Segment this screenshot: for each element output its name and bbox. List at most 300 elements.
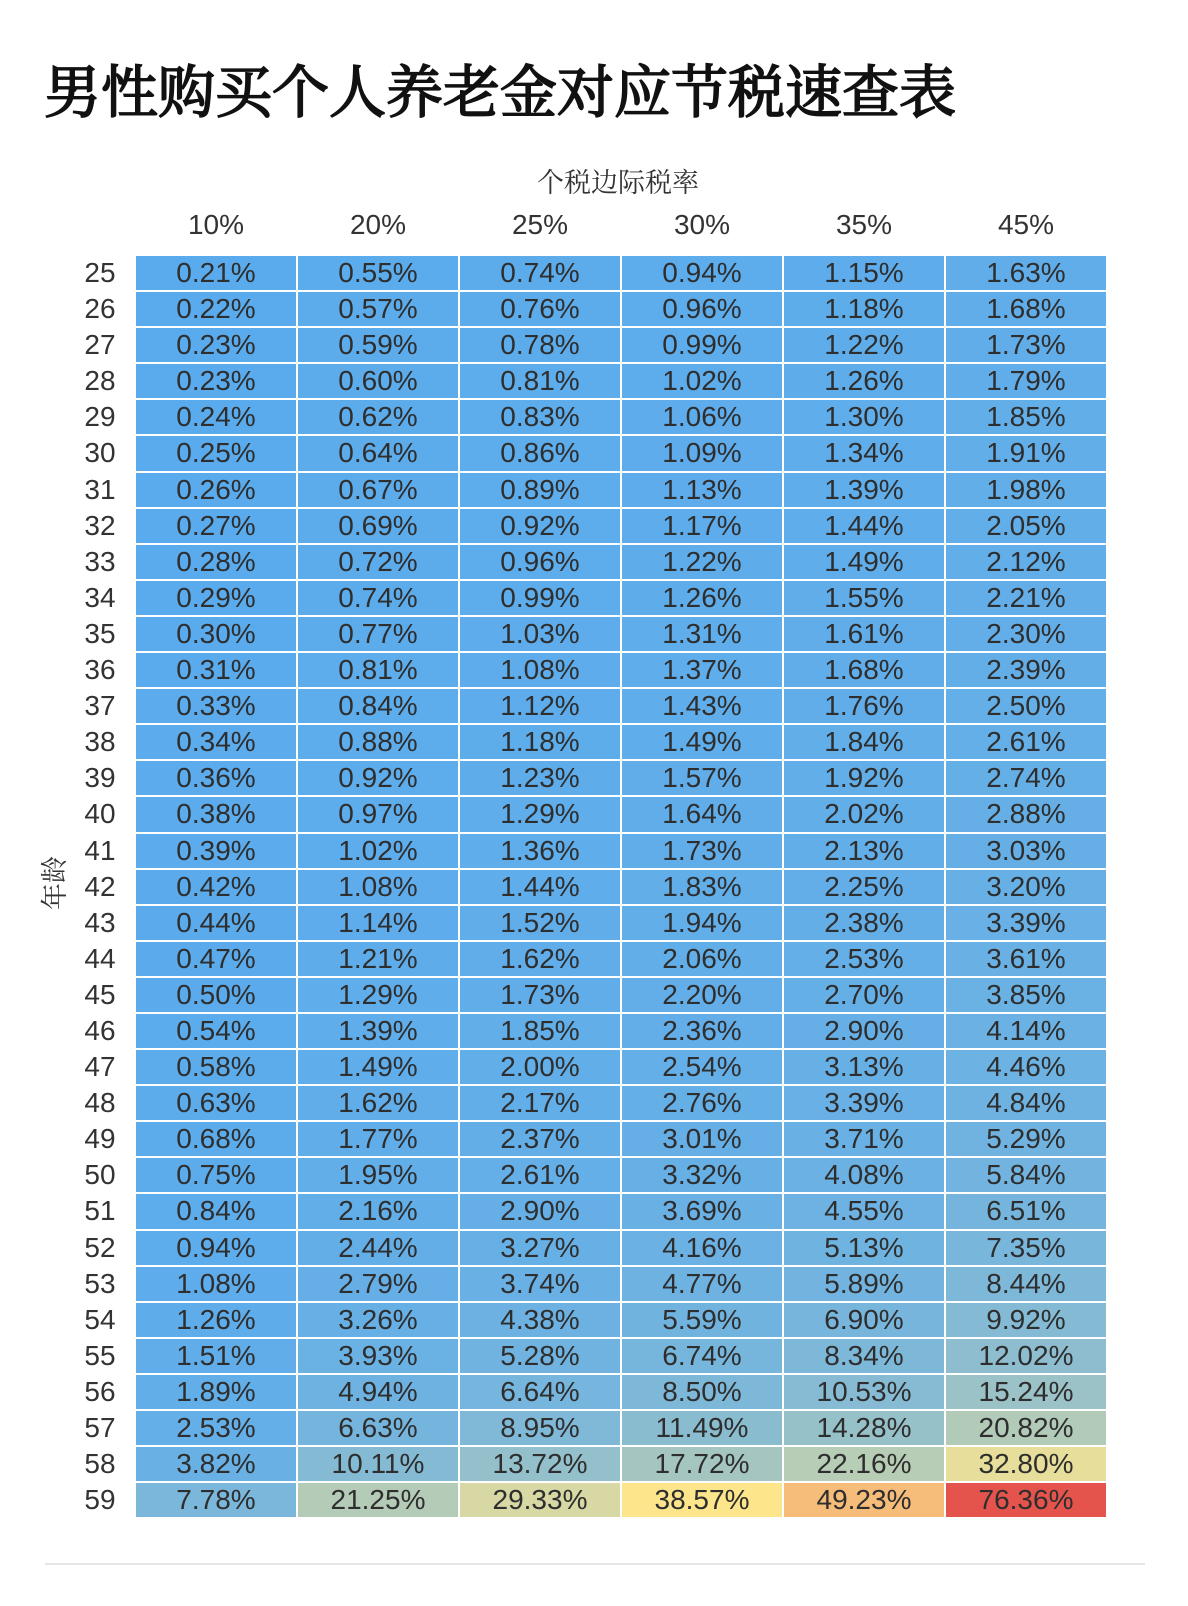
cell-value: 0.89: [500, 473, 555, 505]
cell-unit: %: [392, 978, 418, 1010]
cell-value: 1.55: [824, 581, 879, 613]
heatmap-cell: [621, 941, 783, 977]
cell-value: 3.13: [824, 1051, 879, 1083]
row-label: 37: [84, 690, 116, 722]
cell-value: 0.24: [176, 401, 231, 433]
column-label: 45%: [997, 209, 1055, 240]
cell-unit: %: [554, 798, 580, 830]
heatmap-cell: [783, 724, 945, 760]
cell-value: 1.15: [824, 257, 879, 288]
cell-value: 2.21: [986, 581, 1041, 613]
cell-value: 29.33: [492, 1484, 563, 1516]
cell-unit: %: [230, 1123, 256, 1155]
cell-value: 1.68: [986, 293, 1041, 325]
cell-value: 21.25: [330, 1484, 401, 1516]
cell-unit: %: [230, 1014, 256, 1046]
heatmap-cell: [297, 580, 459, 616]
heatmap-cell: [621, 1410, 783, 1446]
heatmap-cell: [135, 508, 297, 544]
cell-unit: %: [1048, 1375, 1074, 1407]
heatmap-cell: [297, 1410, 459, 1446]
cell-value: 1.43: [662, 690, 717, 722]
cell-value: 38.57: [654, 1484, 725, 1516]
cell-value: 2.36: [662, 1014, 717, 1046]
cell-unit: %: [716, 545, 742, 577]
heatmap-cell: [783, 1446, 945, 1482]
cell-value: 2.53: [176, 1412, 231, 1443]
cell-unit: %: [1040, 1267, 1066, 1299]
row-label: 30: [84, 437, 116, 469]
heatmap-cell: [459, 1302, 621, 1338]
cell-value: 1.30: [824, 401, 879, 433]
row-label: 54: [84, 1303, 116, 1335]
cell-unit: %: [392, 654, 418, 686]
heatmap-cell: [297, 363, 459, 399]
cell-value: 1.95: [338, 1159, 393, 1191]
heatmap-cell: [945, 905, 1107, 941]
cell-unit: %: [716, 365, 742, 397]
cell-unit: %: [716, 1051, 742, 1083]
cell-unit: %: [1048, 1412, 1074, 1443]
heatmap-cell: [297, 616, 459, 652]
heatmap-cell: [459, 508, 621, 544]
cell-unit: %: [1040, 329, 1066, 361]
cell-unit: %: [554, 978, 580, 1010]
heatmap-cell: [135, 544, 297, 580]
cell-unit: %: [554, 1303, 580, 1335]
heatmap-cell: [459, 1157, 621, 1193]
column-label: 30%: [673, 209, 731, 240]
heatmap-cell: [945, 1049, 1107, 1085]
cell-value: 1.31: [662, 617, 717, 649]
cell-value: 0.94: [176, 1231, 231, 1263]
cell-value: 1.98: [986, 473, 1041, 505]
heatmap-cell: [945, 869, 1107, 905]
cell-value: 2.44: [338, 1231, 393, 1263]
cell-unit: %: [716, 978, 742, 1010]
heatmap-cell: [945, 1157, 1107, 1193]
heatmap-cell: [621, 1085, 783, 1121]
column-header-row: [135, 207, 1107, 243]
cell-unit: %: [230, 798, 256, 830]
cell-unit: %: [392, 834, 418, 866]
cell-value: 7.35: [986, 1231, 1041, 1263]
cell-unit: %: [878, 365, 904, 397]
row-label: 53: [84, 1267, 116, 1299]
cell-unit: %: [554, 473, 580, 505]
cell-value: 2.38: [824, 906, 879, 938]
heatmap-cell: [459, 905, 621, 941]
cell-value: 1.26: [662, 581, 717, 613]
heatmap-cell: [621, 905, 783, 941]
heatmap-cell: [945, 255, 1107, 291]
heatmap-cell: [945, 652, 1107, 688]
cell-unit: %: [716, 257, 742, 288]
heatmap-cell: [135, 1410, 297, 1446]
cell-unit: %: [392, 365, 418, 397]
heatmap-cell: [783, 1157, 945, 1193]
heatmap-grid: [135, 255, 1107, 1518]
cell-unit: %: [230, 1303, 256, 1335]
cell-value: 3.82: [176, 1448, 231, 1480]
cell-unit: %: [716, 509, 742, 541]
cell-value: 1.18: [824, 293, 879, 325]
cell-value: 0.92: [500, 509, 555, 541]
heatmap-cell: [783, 652, 945, 688]
cell-unit: %: [1040, 1303, 1066, 1335]
cell-value: 10.11: [331, 1448, 400, 1480]
heatmap-cell: [621, 1446, 783, 1482]
cell-value: 0.68: [176, 1123, 231, 1155]
heatmap-cell: [135, 652, 297, 688]
heatmap-cell: [459, 652, 621, 688]
cell-unit: %: [1040, 798, 1066, 830]
cell-value: 4.14: [986, 1014, 1041, 1046]
heatmap-cell: [459, 1230, 621, 1266]
cell-unit: %: [392, 617, 418, 649]
cell-value: 17.72: [654, 1448, 725, 1480]
heatmap-cell: [459, 544, 621, 580]
heatmap-cell: [945, 1302, 1107, 1338]
heatmap-cell: [459, 580, 621, 616]
heatmap-cell: [297, 760, 459, 796]
heatmap-cell: [135, 1157, 297, 1193]
heatmap-cell: [945, 580, 1107, 616]
cell-value: 3.39: [824, 1087, 879, 1119]
heatmap-cell: [459, 869, 621, 905]
row-label: 44: [84, 942, 116, 974]
cell-value: 0.69: [338, 509, 393, 541]
row-label: 27: [84, 329, 116, 361]
cell-value: 22.16: [816, 1448, 887, 1480]
heatmap-cell: [945, 1482, 1107, 1518]
cell-unit: %: [716, 798, 742, 830]
heatmap-cell: [783, 435, 945, 471]
heatmap-cell: [783, 1013, 945, 1049]
cell-unit: %: [392, 1014, 418, 1046]
heatmap-cell: [135, 363, 297, 399]
heatmap-cell: [135, 833, 297, 869]
heatmap-cell: [135, 905, 297, 941]
cell-value: 0.34: [176, 726, 231, 758]
cell-unit: %: [554, 1087, 580, 1119]
cell-unit: %: [392, 293, 418, 325]
cell-unit: %: [554, 1123, 580, 1155]
heatmap-cell: [297, 435, 459, 471]
heatmap-cell: [297, 544, 459, 580]
cell-unit: %: [400, 1484, 426, 1516]
cell-value: 4.38: [500, 1303, 555, 1335]
cell-unit: %: [716, 293, 742, 325]
cell-unit: %: [1040, 1123, 1066, 1155]
cell-value: 0.26: [176, 473, 231, 505]
heatmap-cell: [459, 941, 621, 977]
cell-unit: %: [230, 654, 256, 686]
heatmap-cell: [783, 796, 945, 832]
cell-unit: %: [554, 617, 580, 649]
cell-unit: %: [1048, 1339, 1074, 1371]
cell-value: 9.92: [986, 1303, 1041, 1335]
cell-value: 8.95: [500, 1412, 555, 1443]
cell-value: 20.82: [978, 1412, 1049, 1443]
heatmap-cell: [783, 1338, 945, 1374]
heatmap-cell: [783, 1302, 945, 1338]
heatmap-cell: [297, 1193, 459, 1229]
cell-value: 0.30: [176, 617, 231, 649]
cell-unit: %: [1040, 293, 1066, 325]
cell-value: 1.36: [500, 834, 555, 866]
cell-value: 1.08: [500, 654, 555, 686]
cell-unit: %: [1040, 942, 1066, 974]
cell-value: 6.64: [500, 1375, 555, 1407]
row-label: 33: [84, 545, 116, 577]
cell-unit: %: [716, 473, 742, 505]
heatmap-cell: [945, 327, 1107, 363]
cell-value: 5.59: [662, 1303, 717, 1335]
cell-value: 1.12: [500, 690, 555, 722]
cell-value: 1.61: [824, 617, 879, 649]
heatmap-cell: [783, 327, 945, 363]
cell-unit: %: [554, 942, 580, 974]
row-label: 59: [84, 1484, 116, 1516]
cell-unit: %: [392, 798, 418, 830]
cell-unit: %: [878, 581, 904, 613]
heatmap-cell: [621, 869, 783, 905]
cell-unit: %: [230, 1195, 256, 1227]
cell-value: 0.28: [176, 545, 231, 577]
heatmap-cell: [783, 255, 945, 291]
cell-unit: %: [886, 1412, 912, 1443]
cell-unit: %: [554, 1159, 580, 1191]
cell-unit: %: [878, 437, 904, 469]
heatmap-cell: [297, 1266, 459, 1302]
cell-value: 8.44: [986, 1267, 1041, 1299]
column-label: 25%: [511, 209, 569, 240]
cell-value: 15.24: [978, 1375, 1049, 1407]
heatmap-cell: [945, 1374, 1107, 1410]
heatmap-cell: [297, 291, 459, 327]
row-label-column: [65, 255, 135, 1518]
row-label: 29: [84, 401, 116, 433]
heatmap-cell: [135, 580, 297, 616]
heatmap-cell: [135, 869, 297, 905]
heatmap-cell: [621, 688, 783, 724]
cell-value: 0.31: [176, 654, 231, 686]
heatmap-cell: [621, 435, 783, 471]
cell-unit: %: [878, 942, 904, 974]
heatmap-cell: [621, 1482, 783, 1518]
cell-value: 0.36: [176, 762, 231, 794]
cell-value: 2.17: [500, 1087, 555, 1119]
cell-value: 0.77: [338, 617, 393, 649]
cell-unit: %: [878, 1195, 904, 1227]
cell-value: 3.03: [986, 834, 1041, 866]
heatmap-cell: [621, 363, 783, 399]
cell-unit: %: [878, 762, 904, 794]
heatmap-cell: [135, 327, 297, 363]
cell-unit: %: [716, 942, 742, 974]
cell-value: 2.74: [986, 762, 1041, 794]
cell-unit: %: [878, 978, 904, 1010]
cell-value: 1.79: [986, 365, 1041, 397]
cell-value: 0.99: [500, 581, 555, 613]
heatmap-cell: [459, 833, 621, 869]
heatmap-cell: [945, 833, 1107, 869]
cell-value: 1.37: [662, 654, 717, 686]
row-label: 57: [84, 1412, 116, 1443]
cell-value: 3.27: [500, 1231, 555, 1263]
cell-value: 3.39: [986, 906, 1041, 938]
heatmap-cell: [945, 1230, 1107, 1266]
cell-unit: %: [1040, 978, 1066, 1010]
cell-value: 5.28: [500, 1339, 555, 1371]
cell-unit: %: [1048, 1448, 1074, 1480]
heatmap-cell: [297, 1121, 459, 1157]
cell-value: 1.26: [176, 1303, 231, 1335]
cell-value: 0.67: [338, 473, 393, 505]
cell-unit: %: [392, 581, 418, 613]
cell-unit: %: [1040, 654, 1066, 686]
cell-unit: %: [230, 1412, 256, 1443]
cell-unit: %: [230, 942, 256, 974]
cell-value: 1.77: [338, 1123, 393, 1155]
cell-value: 2.90: [500, 1195, 555, 1227]
cell-value: 11.49: [655, 1412, 724, 1443]
cell-value: 4.16: [662, 1231, 717, 1263]
cell-value: 1.03: [500, 617, 555, 649]
heatmap-cell: [945, 688, 1107, 724]
page-title: 男性购买个人养老金对应节税速查表: [44, 61, 956, 125]
row-label: 35: [84, 617, 116, 649]
cell-value: 0.33: [176, 690, 231, 722]
heatmap-cell: [621, 1121, 783, 1157]
heatmap-cell: [135, 1266, 297, 1302]
cell-value: 1.29: [338, 978, 393, 1010]
cell-unit: %: [554, 365, 580, 397]
cell-unit: %: [716, 1231, 742, 1263]
heatmap-cell: [621, 1374, 783, 1410]
cell-unit: %: [878, 1159, 904, 1191]
cell-value: 2.70: [824, 978, 879, 1010]
cell-value: 1.22: [824, 329, 879, 361]
cell-value: 1.92: [824, 762, 879, 794]
cell-unit: %: [554, 1014, 580, 1046]
cell-value: 0.72: [338, 545, 393, 577]
cell-unit: %: [1040, 437, 1066, 469]
cell-value: 3.85: [986, 978, 1041, 1010]
cell-value: 3.20: [986, 870, 1041, 902]
heatmap-cell: [297, 724, 459, 760]
row-label: 58: [84, 1448, 116, 1480]
cell-unit: %: [554, 1231, 580, 1263]
row-label: 39: [84, 762, 116, 794]
row-label: 51: [84, 1195, 116, 1227]
cell-unit: %: [392, 473, 418, 505]
heatmap-cell: [459, 1374, 621, 1410]
heatmap-cell: [135, 1338, 297, 1374]
cell-value: 1.64: [662, 798, 717, 830]
cell-unit: %: [716, 1375, 742, 1407]
cell-unit: %: [1040, 257, 1066, 288]
heatmap-cell: [621, 977, 783, 1013]
cell-unit: %: [716, 870, 742, 902]
heatmap-cell: [783, 580, 945, 616]
cell-unit: %: [878, 1051, 904, 1083]
heatmap-cell: [135, 472, 297, 508]
cell-value: 14.28: [816, 1412, 887, 1443]
heatmap-cell: [621, 724, 783, 760]
heatmap-cell: [945, 1121, 1107, 1157]
cell-unit: %: [1040, 1087, 1066, 1119]
cell-unit: %: [716, 690, 742, 722]
cell-unit: %: [1040, 1231, 1066, 1263]
heatmap-cell: [459, 1482, 621, 1518]
cell-value: 2.02: [824, 798, 879, 830]
cell-unit: %: [878, 1123, 904, 1155]
cell-unit: %: [878, 509, 904, 541]
cell-value: 1.13: [662, 473, 717, 505]
cell-unit: %: [554, 870, 580, 902]
cell-unit: %: [1040, 1195, 1066, 1227]
cell-unit: %: [724, 1484, 750, 1516]
row-label: 34: [84, 581, 116, 613]
cell-unit: %: [230, 365, 256, 397]
cell-value: 49.23: [816, 1484, 887, 1516]
cell-value: 1.83: [662, 870, 717, 902]
cell-value: 2.54: [662, 1051, 717, 1083]
heatmap-cell: [459, 1266, 621, 1302]
heatmap-cell: [135, 796, 297, 832]
cell-unit: %: [878, 1087, 904, 1119]
cell-unit: %: [554, 509, 580, 541]
cell-value: 2.88: [986, 798, 1041, 830]
cell-value: 5.89: [824, 1267, 879, 1299]
heatmap-cell: [945, 724, 1107, 760]
cell-unit: %: [392, 1087, 418, 1119]
heatmap-cell: [621, 1013, 783, 1049]
cell-value: 3.32: [662, 1159, 717, 1191]
cell-unit: %: [230, 726, 256, 758]
heatmap-cell: [297, 1157, 459, 1193]
heatmap-cell: [135, 1193, 297, 1229]
cell-value: 2.06: [662, 942, 717, 974]
cell-unit: %: [554, 1339, 580, 1371]
cell-unit: %: [392, 690, 418, 722]
heatmap-cell: [621, 1266, 783, 1302]
cell-unit: %: [878, 834, 904, 866]
row-label: 52: [84, 1231, 116, 1263]
heatmap-cell: [135, 1446, 297, 1482]
cell-unit: %: [716, 617, 742, 649]
heatmap-cell: [297, 1302, 459, 1338]
cell-value: 1.17: [662, 509, 717, 541]
cell-unit: %: [878, 1267, 904, 1299]
cell-value: 1.57: [662, 762, 717, 794]
cell-unit: %: [392, 437, 418, 469]
row-label: 55: [84, 1339, 116, 1371]
cell-value: 0.92: [338, 762, 393, 794]
heatmap-cell: [621, 1230, 783, 1266]
cell-value: 1.09: [662, 437, 717, 469]
cell-unit: %: [554, 906, 580, 938]
cell-unit: %: [230, 509, 256, 541]
heatmap-cell: [783, 977, 945, 1013]
heatmap-cell: [783, 1049, 945, 1085]
cell-value: 3.71: [824, 1123, 879, 1155]
cell-value: 1.22: [662, 545, 717, 577]
cell-value: 0.59: [338, 329, 393, 361]
cell-unit: %: [392, 545, 418, 577]
